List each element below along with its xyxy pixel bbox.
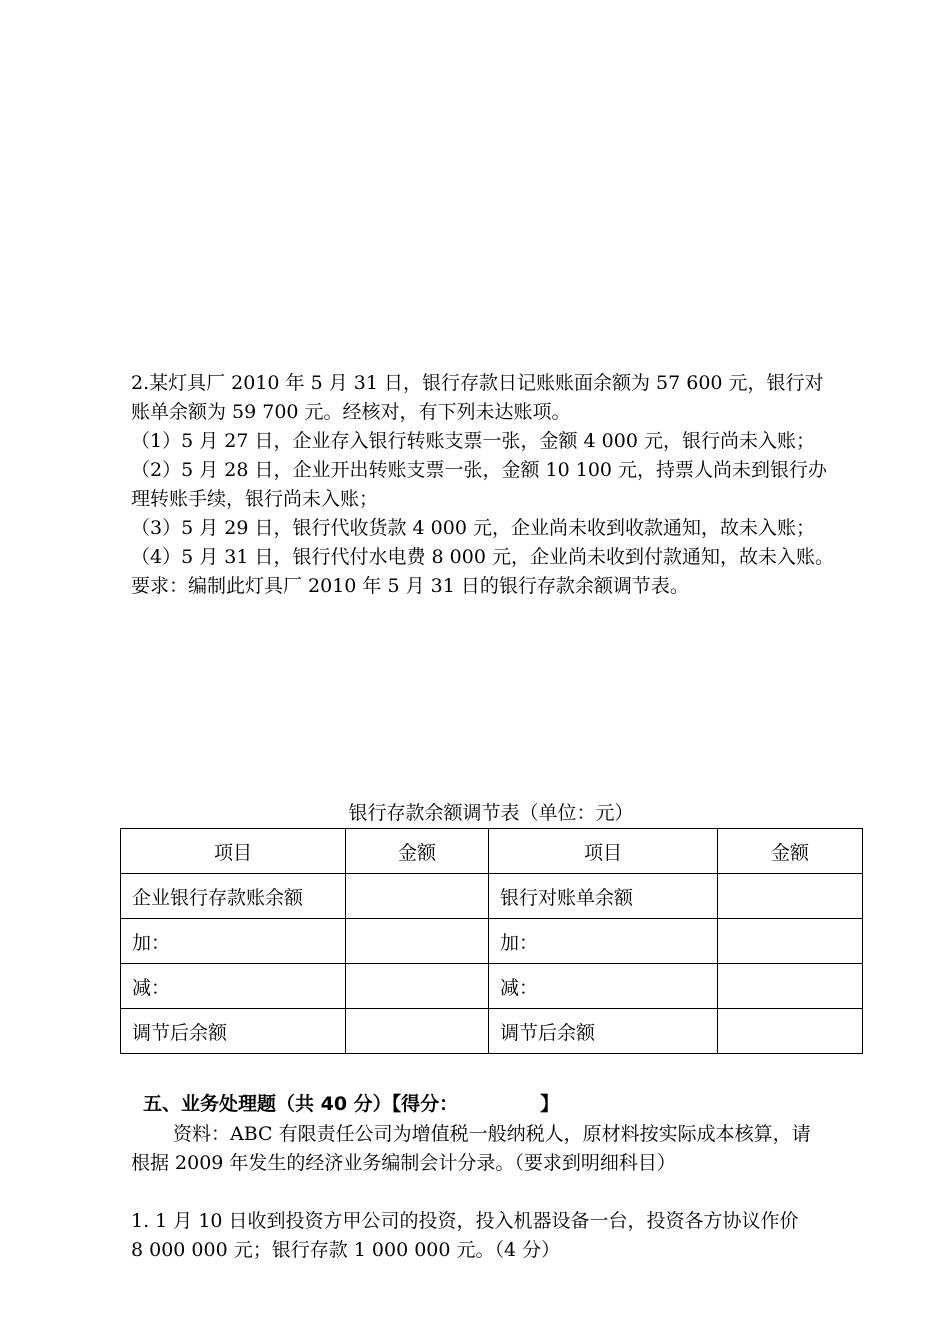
amount-cell[interactable] (346, 874, 489, 919)
amount-cell[interactable] (718, 1009, 863, 1054)
text-line: （1）5 月 27 日，企业存入银行转账支票一张，金额 4 000 元，银行尚未入账； (131, 430, 815, 452)
amount-cell[interactable] (346, 919, 489, 964)
table-row (121, 919, 863, 964)
table-row (121, 964, 863, 1009)
text-line: 要求：编制此灯具厂 2010 年 5 月 31 日的银行存款余额调节表。 (131, 575, 689, 597)
row-label: 调节后余额 (121, 1009, 346, 1054)
text-line: 1. 1 月 10 日收到投资方甲公司的投资，投入机器设备一台，投资各方协议作价 (131, 1210, 799, 1232)
text-line: 根据 2009 年发生的经济业务编制会计分录。（要求到明细科目） (131, 1152, 676, 1174)
header-item: 项目 (121, 829, 346, 874)
section-heading-close: 】 (540, 1093, 560, 1115)
table-header-row (121, 829, 863, 874)
header-amount: 金额 (718, 829, 863, 874)
row-label: 加： (121, 919, 346, 964)
amount-cell[interactable] (346, 964, 489, 1009)
text-line: （3）5 月 29 日，银行代收货款 4 000 元，企业尚未收到收款通知，故未入账； (131, 517, 815, 539)
section-5-heading (143, 1090, 559, 1118)
amount-cell[interactable] (718, 874, 863, 919)
amount-cell[interactable] (346, 1009, 489, 1054)
text-line: 理转账手续，银行尚未入账； (131, 488, 379, 510)
table-row (121, 874, 863, 919)
table-row (121, 1009, 863, 1054)
header-amount: 金额 (346, 829, 489, 874)
header-item: 项目 (489, 829, 718, 874)
material-text (131, 1120, 873, 1178)
question-1-text (131, 1207, 873, 1265)
text-line: 资料：ABC 有限责任公司为增值税一般纳税人，原材料按实际成本核算，请 (173, 1123, 811, 1145)
text-line: 账单余额为 59 700 元。经核对，有下列未达账项。 (131, 401, 571, 423)
row-label: 加： (489, 919, 718, 964)
row-label: 企业银行存款账余额 (121, 874, 346, 919)
question-2-text (131, 369, 873, 601)
text-line: 2.某灯具厂 2010 年 5 月 31 日，银行存款日记账账面余额为 57 600 元，银行对 (131, 372, 824, 394)
amount-cell[interactable] (718, 964, 863, 1009)
reconciliation-table (120, 828, 863, 1054)
table-title: 银行存款余额调节表（单位：元） (348, 802, 634, 824)
text-line: 8 000 000 元；银行存款 1 000 000 元。（4 分） (131, 1239, 561, 1261)
row-label: 减： (489, 964, 718, 1009)
row-label: 减： (121, 964, 346, 1009)
row-label: 银行对账单余额 (489, 874, 718, 919)
text-line: （4）5 月 31 日，银行代付水电费 8 000 元，企业尚未收到付款通知，故未入账。 (131, 546, 834, 568)
section-heading-text: 五、业务处理题（共 40 分）【得分： (143, 1093, 459, 1115)
amount-cell[interactable] (718, 919, 863, 964)
row-label: 调节后余额 (489, 1009, 718, 1054)
text-line: （2）5 月 28 日，企业开出转账支票一张，金额 10 100 元，持票人尚未到银行办 (131, 459, 828, 481)
